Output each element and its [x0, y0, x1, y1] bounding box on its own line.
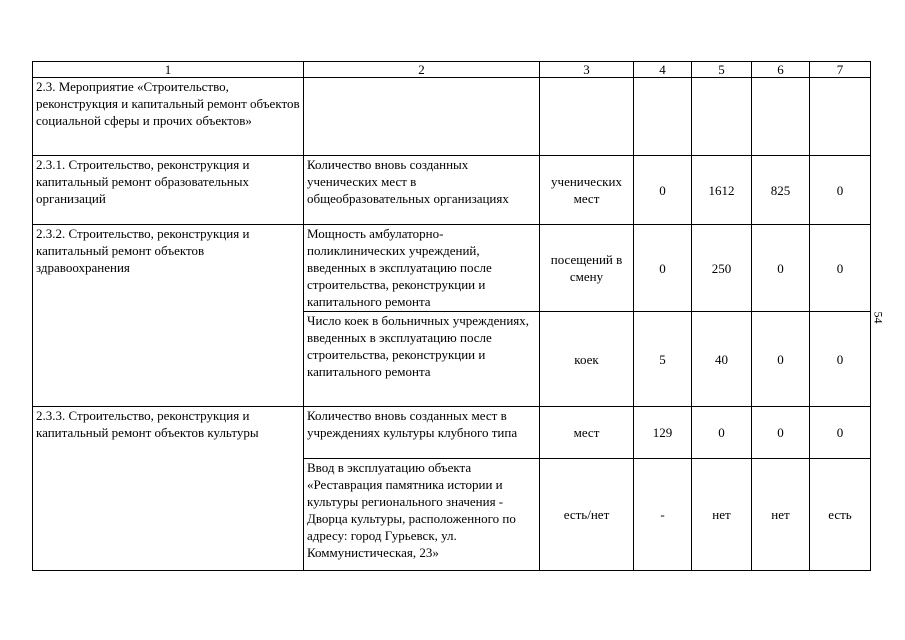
empty-cell — [634, 78, 692, 156]
table-row — [33, 156, 871, 225]
page-number: 54 — [871, 311, 886, 324]
value-cell: 0 — [634, 225, 692, 312]
header-cell: 4 — [634, 62, 692, 78]
value-cell: 40 — [692, 312, 752, 407]
value-cell: 0 — [810, 156, 871, 225]
value-cell: 0 — [810, 312, 871, 407]
value-cell: 5 — [634, 312, 692, 407]
activity-cell: 2.3.3. Строительство, реконструкция и капитальный ремонт объектов культуры — [33, 407, 304, 571]
value-cell: 825 — [752, 156, 810, 225]
indicator-cell: Ввод в эксплуатацию объекта «Реставрация памятника истории и культуры регионального значения - Дворца культуры, расположенного по адресу: город Гурьевск, ул. Коммунистическая, 23» — [304, 459, 540, 571]
empty-cell — [692, 78, 752, 156]
value-cell: 0 — [752, 312, 810, 407]
unit-cell: коек — [540, 312, 634, 407]
value-cell: есть — [810, 459, 871, 571]
unit-cell: мест — [540, 407, 634, 459]
activity-cell: 2.3.1. Строительство, реконструкция и капитальный ремонт образовательных организаций — [33, 156, 304, 225]
empty-cell — [304, 78, 540, 156]
header-cell: 3 — [540, 62, 634, 78]
empty-cell — [752, 78, 810, 156]
value-cell: 0 — [752, 225, 810, 312]
indicator-cell: Количество вновь созданных ученических мест в общеобразовательных организациях — [304, 156, 540, 225]
table-row — [33, 407, 871, 459]
value-cell: нет — [752, 459, 810, 571]
indicator-cell: Количество вновь созданных мест в учреждениях культуры клубного типа — [304, 407, 540, 459]
header-cell: 5 — [692, 62, 752, 78]
table-row — [33, 78, 871, 156]
value-cell: 0 — [634, 156, 692, 225]
unit-cell: ученических мест — [540, 156, 634, 225]
value-cell: - — [634, 459, 692, 571]
table-header-row — [33, 62, 871, 78]
unit-cell: есть/нет — [540, 459, 634, 571]
value-cell: 1612 — [692, 156, 752, 225]
indicators-table — [32, 61, 871, 571]
value-cell: 0 — [692, 407, 752, 459]
indicator-cell: Число коек в больничных учреждениях, введенных в эксплуатацию после строительства, реконструкции и капитального ремонта — [304, 312, 540, 407]
empty-cell — [810, 78, 871, 156]
value-cell: 129 — [634, 407, 692, 459]
activity-cell: 2.3.2. Строительство, реконструкция и капитальный ремонт объектов здравоохранения — [33, 225, 304, 407]
header-cell: 1 — [33, 62, 304, 78]
table-row — [33, 225, 871, 312]
header-cell: 7 — [810, 62, 871, 78]
header-cell: 6 — [752, 62, 810, 78]
empty-cell — [540, 78, 634, 156]
value-cell: нет — [692, 459, 752, 571]
activity-cell: 2.3. Мероприятие «Строительство, реконструкция и капитальный ремонт объектов социальной сферы и прочих объектов» — [33, 78, 304, 156]
header-cell: 2 — [304, 62, 540, 78]
value-cell: 0 — [810, 407, 871, 459]
value-cell: 0 — [810, 225, 871, 312]
unit-cell: посещений в смену — [540, 225, 634, 312]
value-cell: 250 — [692, 225, 752, 312]
indicator-cell: Мощность амбулаторно-поликлинических учреждений, введенных в эксплуатацию после строительства, реконструкции и капитального ремонта — [304, 225, 540, 312]
value-cell: 0 — [752, 407, 810, 459]
